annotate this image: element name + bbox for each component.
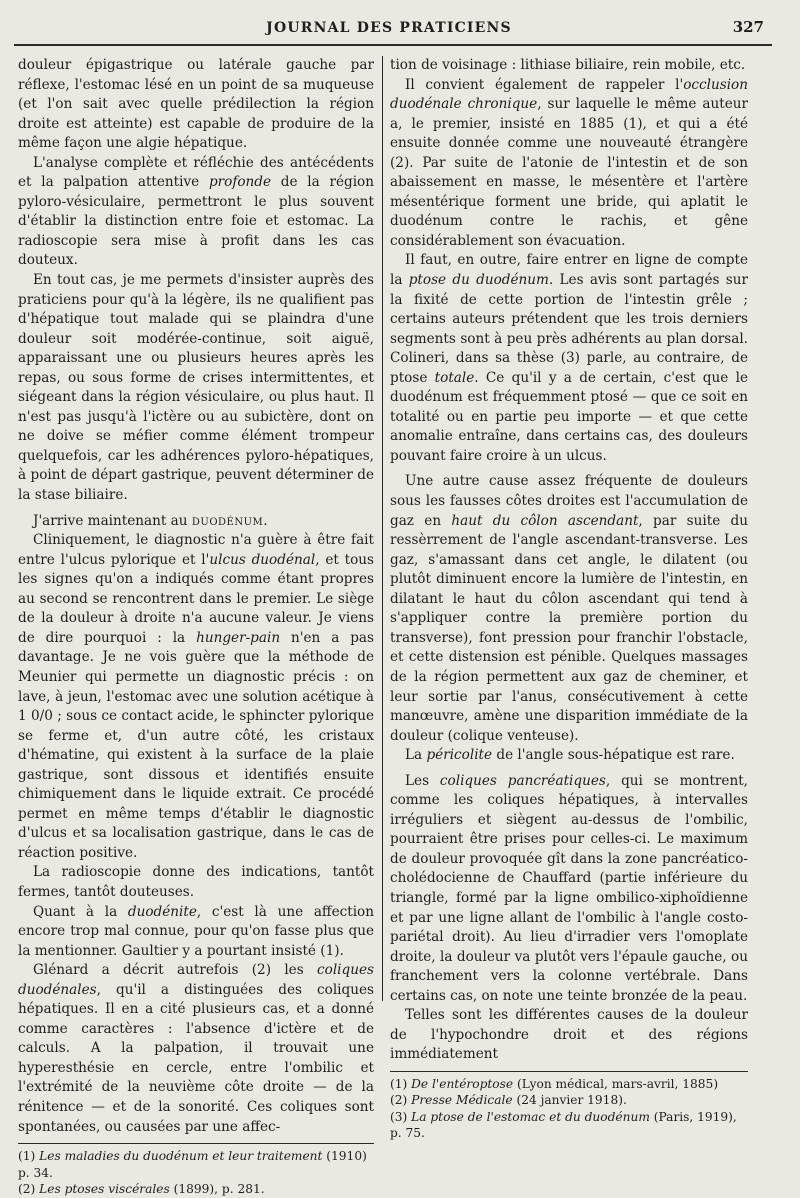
paragraph: Il convient également de rappeler l'occlusion duodénale chronique, sur laquelle le même auteur a, le premier, insisté en 1885 (1), et qui a été ensuite donnée comme une nouveauté étrangère (2). Par suite de l'atonie de l'intestin et de son abaissement en masse, le mésentère et l'artère mésentérique forment une bride, qui aplatit le duodénum contre le rachis, et gêne considérablement son évacuation. <box>390 76 748 249</box>
paragraph: La radioscopie donne des indications, tantôt fermes, tantôt douteuses. <box>18 864 374 900</box>
footnote: (3) La ptose de l'estomac et du duodénum (Paris, 1919), p. 75. <box>390 1109 737 1141</box>
journal-title: JOURNAL DES PRATICIENS <box>266 20 512 36</box>
footnotes <box>18 1148 374 1198</box>
header-rule <box>14 44 772 46</box>
paragraph: Quant à la duodénite, c'est là une affection encore trop mal connue, pour qu'on fasse plus que la mentionner. Gaultier y a pourtant insisté (1). <box>18 903 374 959</box>
column-divider <box>382 56 383 1001</box>
section-intro: J'arrive maintenant au duodénum. <box>33 512 269 529</box>
paragraph: Les coliques pancréatiques, qui se montrent, comme les coliques hépatiques, à intervalles irréguliers et siègent au-dessus de l'ombilic, pourraient être prises pour celles-ci. Le maximum de douleur provoquée gît dans la zone pancréatico-cholédocienne de Chauffard (partie inférieure du triangle, formé par la ligne ombilico-xiphoïdienne et par une ligne allant de l'ombilic à l'angle costo-pariétal droit). Au lieu d'irradier vers l'omoplate droite, la douleur va plutôt vers l'épaule gauche, ou franchement vers la colonne vertébrale. Dans certains cas, on note une teinte bronzée de la peau. <box>390 772 748 1004</box>
paragraph: Telles sont les différentes causes de la douleur de l'hypochondre droit et des régions immédiatement <box>390 1007 748 1063</box>
paragraph: douleur épigastrique ou latérale gauche par réflexe, l'estomac lésé en un point de sa muqueuse (et l'on sait avec quelle prédilection la région droite est atteinte) est capable de produire de la même façon une algie hépatique. <box>18 57 374 152</box>
footnote: (2) Presse Médicale (24 janvier 1918). <box>390 1093 627 1108</box>
paragraph: En tout cas, je me permets d'insister auprès des praticiens pour qu'à la légère, ils ne qualifient pas d'hépatique tout malade qui se plaindra d'une douleur soit modérée-continue, soit aiguë, apparaissant une ou plusieurs heures après les repas, ou sous forme de crises intermittentes, et siégeant dans la région vésiculaire, ou plus haut. Il n'est pas jusqu'à l'ictère ou au subictère, dont on ne doive se méfier comme élément trompeur quelquefois, car les adhérences pyloro-hépatiques, à point de départ gastrique, peuvent déterminer de la stase biliaire. <box>18 272 374 504</box>
footnote: (2) Les ptoses viscérales (1899), p. 281. <box>18 1182 265 1197</box>
footnote: (1) De l'entéroptose (Lyon médical, mars-avril, 1885) <box>390 1076 719 1091</box>
running-header <box>14 16 764 42</box>
footnote-rule <box>390 1071 748 1072</box>
paragraph: Cliniquement, le diagnostic n'a guère à être fait entre l'ulcus pylorique et l'ulcus duodénal, et tous les signes qu'on a indiqués comme étant propres au second se rencontrent dans le premier. Le siège de la douleur à droite n'a aucune valeur. Je viens de dire pourquoi : la hunger-pain n'en a pas davantage. Je ne vois guère que la méthode de Meunier qui permette un diagnostic précis : on lave, à jeun, l'estomac avec une solution acétique à 1 0/0 ; sous ce contact acide, le sphincter pylorique se ferme et, d'un autre côté, les cristaux d'hématine, qui existent à la surface de la plaie gastrique, sont dissous et identifiés ensuite chimiquement dans le liquide extrait. Ce procédé permet en même temps d'établir le diagnostic d'ulcus et sa localisation gastrique, dans le cas de réaction positive. <box>18 532 374 861</box>
paragraph: tion de voisinage : lithiase biliaire, rein mobile, etc. <box>390 57 746 73</box>
left-column <box>18 56 374 1198</box>
paragraph: L'analyse complète et réfléchie des antécédents et la palpation attentive profonde de la région pyloro-vésiculaire, permettront le plus souvent d'établir la distinction entre foie et estomac. La radioscopie sera mise à profit dans les cas douteux. <box>18 154 374 269</box>
footnotes <box>390 1076 748 1142</box>
paragraph: Il faut, en outre, faire entrer en ligne de compte la ptose du duodénum. Les avis sont partagés sur la fixité de cette portion de l'intestin grêle ; certains auteurs prétendent que les trois derniers segments sont à peu près adhérents au plan dorsal. Colineri, dans sa thèse (3) parle, au contraire, de ptose totale. Ce qu'il y a de certain, c'est que le duodénum est fréquemment ptosé — que ce soit en totalité ou en partie peu importe — et que cette anomalie entraîne, dans certains cas, des douleurs pouvant faire croire à un ulcus. <box>390 252 748 464</box>
paragraph: La péricolite de l'angle sous-hépatique est rare. <box>405 747 735 764</box>
page-number: 327 <box>732 18 764 36</box>
footnote-rule <box>18 1143 374 1144</box>
paragraph: Une autre cause assez fréquente de douleurs sous les fausses côtes droites est l'accumulation de gaz en haut du côlon ascendant, par suite du ressèrrement de l'angle ascendant-transverse. Les gaz, s'amassant dans cet angle, le dilatent (ou plutôt diminuent encore la lumière de l'intestin, en dilatant le haut du côlon ascendant qui tend à s'appliquer contre la première portion du transverse), font pression pour franchir l'obstacle, et cette distension est pénible. Quelques massages de la région permettent aux gaz de cheminer, et leur sortie par l'anus, consécutivement à cette manœuvre, amène une disparition immédiate de la douleur (colique venteuse). <box>390 473 748 744</box>
footnote: (1) Les maladies du duodénum et leur traitement (1910) p. 34. <box>18 1149 367 1180</box>
right-column <box>390 56 748 1142</box>
paragraph: Glénard a décrit autrefois (2) les coliques duodénales, qu'il a distinguées des coliques hépatiques. Il en a cité plusieurs cas, et a donné comme caractères : l'absence d'ictère et de calculs. A la palpation, il trouvait une hyperesthésie en cercle, entre l'ombilic et l'extrémité de la neuvième côte droite — de la rénitence — et de la sonorité. Ces coliques sont spontanées, ou causées par une affec- <box>18 962 374 1135</box>
